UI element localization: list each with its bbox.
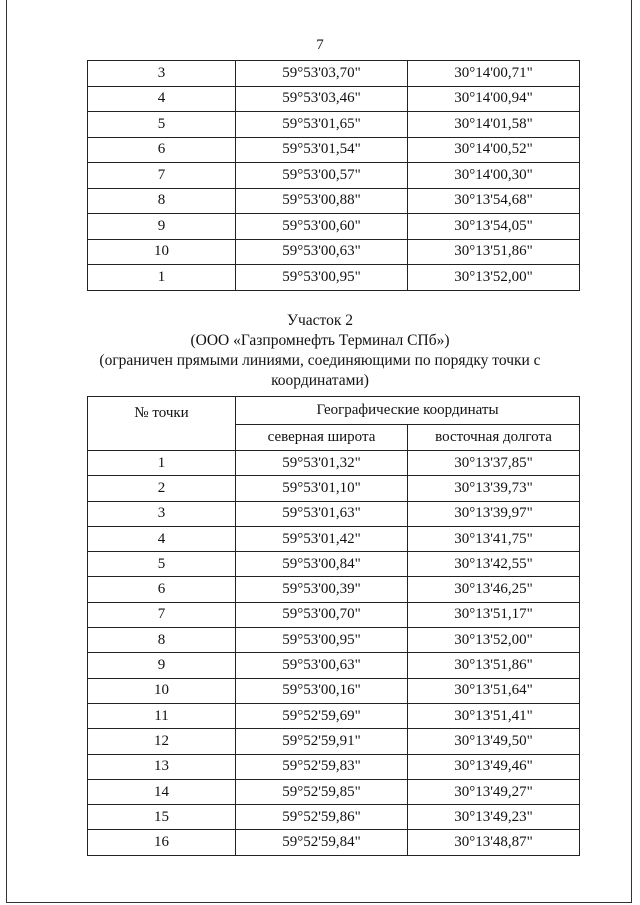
table-row: [88, 112, 580, 138]
latitude-cell: 59°52'59,86": [236, 805, 408, 830]
latitude-cell: 59°53'01,10": [236, 476, 408, 501]
point-number-cell: 10: [88, 678, 236, 703]
table-row: [88, 779, 580, 804]
latitude-cell: 59°53'01,65": [236, 112, 408, 138]
section-owner: (ООО «Газпромнефть Терминал СПб»): [190, 332, 450, 349]
table-row: [88, 86, 580, 112]
latitude-cell: 59°53'00,95": [236, 265, 408, 291]
latitude-cell: 59°53'01,32": [236, 451, 408, 476]
latitude-cell: 59°52'59,85": [236, 779, 408, 804]
table-row: [88, 552, 580, 577]
section-2-header: [0, 311, 640, 391]
longitude-cell: 30°13'52,00": [408, 628, 580, 653]
latitude-cell: 59°53'00,57": [236, 163, 408, 189]
latitude-cell: 59°53'00,95": [236, 628, 408, 653]
longitude-cell: 30°13'39,97": [408, 501, 580, 526]
longitude-cell: 30°13'48,87": [408, 830, 580, 855]
point-number-cell: 3: [88, 61, 236, 87]
longitude-cell: 30°14'00,30": [408, 163, 580, 189]
table-row: [88, 653, 580, 678]
latitude-cell: 59°53'00,16": [236, 678, 408, 703]
header-geo-coordinates: Географические координаты: [236, 397, 580, 425]
longitude-cell: 30°13'49,27": [408, 779, 580, 804]
longitude-cell: 30°13'54,05": [408, 214, 580, 240]
table-row: [88, 678, 580, 703]
section-note-line-1: (ограничен прямыми линиями, соединяющими по порядку точки с: [99, 352, 541, 369]
latitude-cell: 59°53'01,63": [236, 501, 408, 526]
table-row: [88, 188, 580, 214]
longitude-cell: 30°14'00,52": [408, 137, 580, 163]
longitude-cell: 30°13'51,41": [408, 703, 580, 728]
table-row: [88, 830, 580, 855]
latitude-cell: 59°52'59,84": [236, 830, 408, 855]
point-number-cell: 12: [88, 729, 236, 754]
table-row: [88, 137, 580, 163]
point-number-cell: 6: [88, 137, 236, 163]
longitude-cell: 30°13'49,23": [408, 805, 580, 830]
header-north-latitude: северная широта: [236, 425, 408, 451]
table-header-row: [88, 397, 580, 425]
longitude-cell: 30°13'42,55": [408, 552, 580, 577]
table-row: [88, 239, 580, 265]
point-number-cell: 4: [88, 526, 236, 551]
point-number-cell: 11: [88, 703, 236, 728]
point-number-cell: 13: [88, 754, 236, 779]
table-row: [88, 501, 580, 526]
longitude-cell: 30°13'51,86": [408, 239, 580, 265]
longitude-cell: 30°13'37,85": [408, 451, 580, 476]
table-row: [88, 754, 580, 779]
page-number: 7: [316, 37, 324, 53]
coordinates-table-body: [88, 61, 580, 291]
table-row: [88, 214, 580, 240]
header-point-number: № точки: [88, 397, 236, 451]
point-number-cell: 6: [88, 577, 236, 602]
point-number-cell: 3: [88, 501, 236, 526]
latitude-cell: 59°53'00,63": [236, 239, 408, 265]
point-number-cell: 1: [88, 265, 236, 291]
latitude-cell: 59°53'03,46": [236, 86, 408, 112]
table-row: [88, 602, 580, 627]
point-number-cell: 9: [88, 214, 236, 240]
table-row: [88, 729, 580, 754]
point-number-cell: 15: [88, 805, 236, 830]
point-number-cell: 7: [88, 602, 236, 627]
latitude-cell: 59°53'00,70": [236, 602, 408, 627]
point-number-cell: 1: [88, 451, 236, 476]
point-number-cell: 16: [88, 830, 236, 855]
table-row: [88, 703, 580, 728]
longitude-cell: 30°14'00,94": [408, 86, 580, 112]
point-number-cell: 14: [88, 779, 236, 804]
coordinates-table-body: [88, 451, 580, 856]
table-row: [88, 163, 580, 189]
longitude-cell: 30°14'00,71": [408, 61, 580, 87]
table-row: [88, 577, 580, 602]
point-number-cell: 5: [88, 552, 236, 577]
longitude-cell: 30°13'51,64": [408, 678, 580, 703]
table-row: [88, 805, 580, 830]
point-number-cell: 5: [88, 112, 236, 138]
table-row: [88, 476, 580, 501]
coordinates-table-continued: [87, 60, 580, 291]
latitude-cell: 59°53'00,88": [236, 188, 408, 214]
header-east-longitude: восточная долгота: [408, 425, 580, 451]
latitude-cell: 59°53'00,84": [236, 552, 408, 577]
longitude-cell: 30°13'41,75": [408, 526, 580, 551]
table-row: [88, 265, 580, 291]
section-title: Участок 2: [286, 312, 353, 329]
latitude-cell: 59°53'00,63": [236, 653, 408, 678]
longitude-cell: 30°13'39,73": [408, 476, 580, 501]
table-row: [88, 628, 580, 653]
latitude-cell: 59°52'59,91": [236, 729, 408, 754]
point-number-cell: 9: [88, 653, 236, 678]
longitude-cell: 30°13'51,86": [408, 653, 580, 678]
longitude-cell: 30°13'46,25": [408, 577, 580, 602]
latitude-cell: 59°52'59,69": [236, 703, 408, 728]
latitude-cell: 59°53'03,70": [236, 61, 408, 87]
latitude-cell: 59°53'00,39": [236, 577, 408, 602]
point-number-cell: 8: [88, 188, 236, 214]
point-number-cell: 7: [88, 163, 236, 189]
point-number-cell: 2: [88, 476, 236, 501]
table-row: [88, 61, 580, 87]
point-number-cell: 4: [88, 86, 236, 112]
longitude-cell: 30°13'51,17": [408, 602, 580, 627]
table-row: [88, 451, 580, 476]
longitude-cell: 30°13'49,50": [408, 729, 580, 754]
point-number-cell: 8: [88, 628, 236, 653]
longitude-cell: 30°14'01,58": [408, 112, 580, 138]
section-note-line-2: координатами): [271, 372, 369, 389]
point-number-cell: 10: [88, 239, 236, 265]
latitude-cell: 59°53'01,54": [236, 137, 408, 163]
latitude-cell: 59°52'59,83": [236, 754, 408, 779]
longitude-cell: 30°13'54,68": [408, 188, 580, 214]
longitude-cell: 30°13'52,00": [408, 265, 580, 291]
section-2-coordinates-table: [87, 396, 580, 856]
table-row: [88, 526, 580, 551]
longitude-cell: 30°13'49,46": [408, 754, 580, 779]
latitude-cell: 59°53'00,60": [236, 214, 408, 240]
latitude-cell: 59°53'01,42": [236, 526, 408, 551]
